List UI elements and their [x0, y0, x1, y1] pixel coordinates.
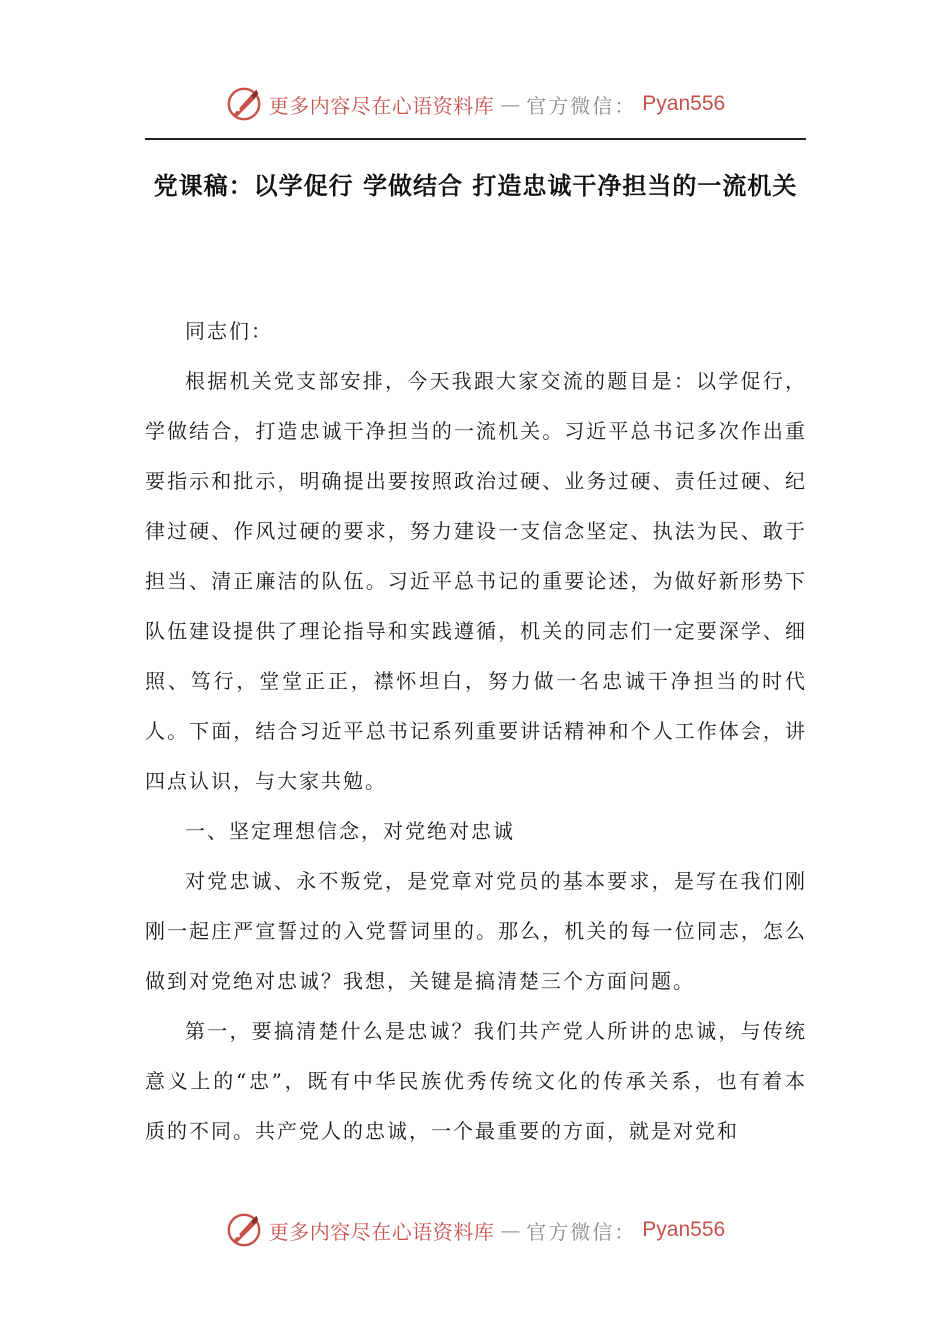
body-paragraph: 根据机关党支部安排，今天我跟大家交流的题目是：以学促行，学做结合，打造忠诚干净担当的一流机关。习近平总书记多次作出重要指示和批示，明确提出要按照政治过硬、业务过硬、责任过硬、纪律过硬、作风过硬的要求，努力建设一支信念坚定、执法为民、敢于担当、清正廉洁的队伍。习近平总书记的重要论述，为做好新形势下队伍建设提供了理论指导和实践遵循，机关的同志们一定要深学、细照、笃行，堂堂正正，襟怀坦白，努力做一名忠诚干净担当的时代人。下面，结合习近平总书记系列重要讲话精神和个人工作体会，讲四点认识，与大家共勉。 — [145, 369, 807, 793]
body-paragraph: 对党忠诚、永不叛党，是党章对党员的基本要求，是写在我们刚刚一起庄严宣誓过的入党誓词里的。那么，机关的每一位同志，怎么做到对党绝对忠诚？我想，关键是搞清楚三个方面问题。 — [145, 869, 807, 993]
banner-dash: — — [500, 92, 521, 116]
banner-wechat-id: Pyan556 — [642, 92, 726, 115]
banner-wechat-label: 官方微信： — [526, 93, 637, 118]
header-watermark-banner — [0, 82, 950, 126]
salutation-paragraph: 同志们： — [185, 319, 273, 343]
footer-watermark-banner — [0, 1208, 950, 1252]
pen-nib-logo-icon — [225, 1211, 263, 1249]
section-heading: 一、坚定理想信念，对党绝对忠诚 — [185, 819, 515, 843]
banner-wechat-label: 官方微信： — [526, 1219, 637, 1244]
banner-main-text: 更多内容尽在心语资料库 — [268, 1219, 495, 1244]
banner-dash: — — [500, 1218, 521, 1242]
pen-nib-logo-icon — [225, 85, 263, 123]
document-title: 党课稿：以学促行 学做结合 打造忠诚干净担当的一流机关 — [153, 172, 798, 200]
banner-wechat-id: Pyan556 — [642, 1218, 726, 1241]
banner-main-text: 更多内容尽在心语资料库 — [268, 93, 495, 118]
header-divider — [145, 138, 806, 140]
body-paragraph: 第一，要搞清楚什么是忠诚？我们共产党人所讲的忠诚，与传统意义上的“忠”，既有中华民族优秀传统文化的传承关系，也有着本质的不同。共产党人的忠诚，一个最重要的方面，就是对党和 — [145, 1019, 807, 1143]
document-body — [145, 306, 807, 1156]
